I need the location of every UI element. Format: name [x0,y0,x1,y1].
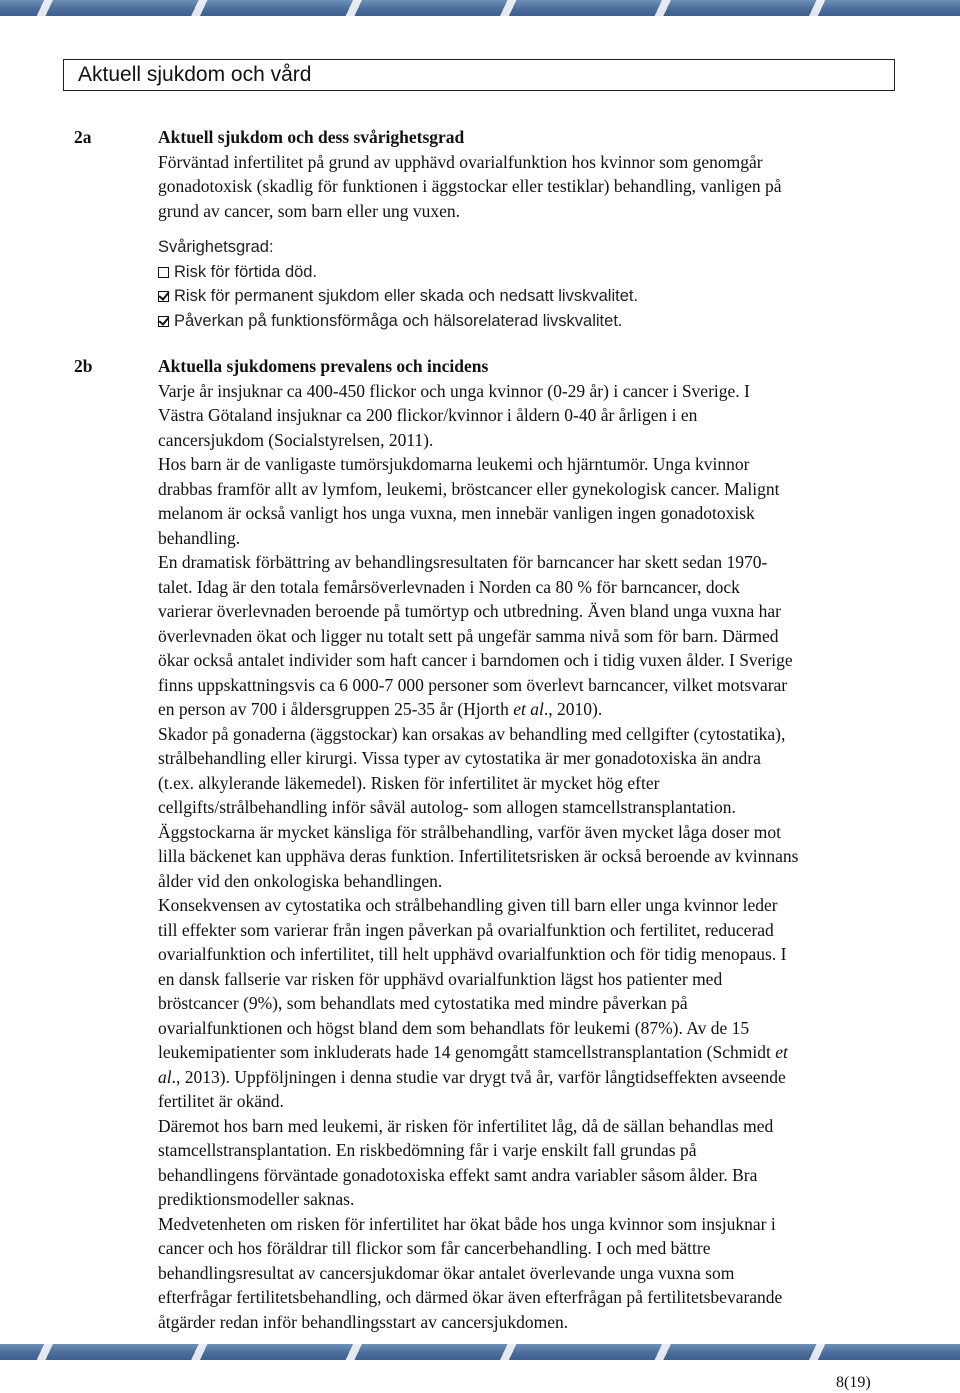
text-line: Skador på gonaderna (äggstockar) kan orsakas av behandling med cellgifter (cytostatika), [158,723,786,744]
text-span: leukemipatienter som inkluderats hade 14 genomgått stamcellstransplantation (Schmidt [158,1042,776,1062]
text-span: ., 2013). Uppföljningen i denna studie var drygt två år, varför långtidseffekten avseende [171,1066,786,1087]
severity-label: Svårighetsgrad: [158,238,274,256]
text-line: finns uppskattningsvis ca 6 000-7 000 personer som överlevt barncancer, vilket motsvarar [158,674,788,695]
section-body [158,354,928,1334]
section-number: 2a [74,127,92,147]
section-heading: Aktuella sjukdomens prevalens och incidens [158,356,489,376]
text-line: prediktionsmodeller saknas. [158,1189,355,1209]
text-line: en dansk fallserie var risken för upphävd ovarialfunktion lägst hos patienter med [158,968,723,989]
text-line: Äggstockarna är mycket känsliga för strålbehandling, varför även mycket låga doser mot [158,821,781,842]
checkbox-checked-icon[interactable] [158,316,169,327]
text-line: drabbas framför allt av lymfom, leukemi, bröstcancer eller gynekologisk cancer. Malignt [158,478,780,499]
checkbox-row [158,284,928,309]
text-line: bröstcancer (9%), som behandlats med cytostatika med mindre påverkan på [158,993,688,1013]
text-line: lilla bäckenet kan upphäva deras funktion. Infertilitetsrisken är också beroende av kvinnans [158,846,799,866]
text-line: talet. Idag är den totala femårsöverlevnaden i Norden ca 80 % för barncancer, dock [158,576,740,597]
text-line: Förväntad infertilitet på grund av upphävd ovarialfunktion hos kvinnor som genomgår [158,151,763,172]
text-line: Varje år insjuknar ca 400-450 flickor och unga kvinnor (0-29 år) i cancer i Sverige. I [158,380,750,401]
text-line: varierar överlevnaden beroende på tumörtyp och utbredning. Även bland unga vuxna har [158,601,781,621]
text-line: ovarialfunktionen och högst bland dem som behandlats för leukemi (87%). Av de 15 [158,1017,750,1038]
text-line: En dramatisk förbättring av behandlingsresultaten för barncancer har skett sedan 1970- [158,552,768,572]
text-span: ., 2010). [543,699,603,719]
text-line: behandling. [158,527,241,548]
checkbox-row [158,309,928,334]
text-line: strålbehandling eller kirurgi. Vissa typer av cytostatika är mer gonadotoxiska än andra [158,748,761,768]
section-body [158,125,928,333]
text-line: behandlingens förväntade gonadotoxiska effekt samt andra variabler såsom ålder. Bra [158,1164,758,1185]
section-heading: Aktuell sjukdom och dess svårighetsgrad [158,127,465,147]
text-line: cancersjukdom (Socialstyrelsen, 2011). [158,429,434,450]
checkbox-label: Påverkan på funktionsförmåga och hälsorelaterad livskvalitet. [174,311,623,330]
italic-span: al [158,1066,172,1087]
text-line: behandlingsresultat av cancersjukdomar ökar antalet överlevande unga vuxna som [158,1262,735,1283]
text-line: efterfrågar fertilitetsbehandling, och därmed ökar även efterfrågan på fertilitetsbevarande [158,1287,783,1307]
text-line: ökar också antalet individer som haft cancer i barndomen och i tidig vuxen ålder. I Sverige [158,650,793,670]
text-line: grund av cancer, som barn eller ung vuxen. [158,200,461,221]
header-band [0,0,960,16]
page-number: 8(19) [836,1374,871,1391]
text-line: åtgärder redan inför behandlingsstart av cancersjukdomen. [158,1311,569,1332]
text-line: (t.ex. alkylerande läkemedel). Risken för infertilitet är mycket hög efter [158,772,660,793]
page-title: Aktuell sjukdom och vård [63,59,895,91]
text-line: överlevnaden ökat och ligger nu totalt sett på ungefär samma nivå som för barn. Därmed [158,625,779,646]
italic-span: et al [513,699,544,719]
checkbox-row [158,260,928,285]
checkbox-label: Risk för permanent sjukdom eller skada och nedsatt livskvalitet. [174,287,639,305]
text-line: Hos barn är de vanligaste tumörsjukdomarna leukemi och hjärntumör. Unga kvinnor [158,454,750,474]
italic-span: et [775,1042,788,1062]
text-line: ålder vid den onkologiska behandlingen. [158,870,443,891]
text-line: Medvetenheten om risken för infertilitet har ökat både hos unga kvinnor som insjuknar i [158,1213,776,1234]
text-line: cancer och hos föräldrar till flickor som får cancerbehandling. I och med bättre [158,1238,711,1258]
checkbox-checked-icon[interactable] [158,291,169,302]
section-number: 2b [74,356,93,376]
text-line: Västra Götaland insjuknar ca 200 flickor/kvinnor i åldern 0-40 år årligen i en [158,405,698,425]
text-line-citation [158,697,928,722]
footer-band [0,1344,960,1360]
text-line-citation [158,1065,928,1090]
text-line: fertilitet är okänd. [158,1091,284,1111]
text-line: melanom är också vanligt hos unga vuxna, men innebär vanligen ingen gonadotoxisk [158,503,755,523]
text-line: cellgifts/strålbehandling inför såväl autolog- som allogen stamcellstransplantation. [158,797,736,817]
checkbox-unchecked-icon[interactable] [158,267,169,278]
text-line: Konsekvensen av cytostatika och strålbehandling given till barn eller unga kvinnor leder [158,895,778,915]
text-line: till effekter som varierar från ingen påverkan på ovarialfunktion och fertilitet, reducerad [158,919,774,940]
text-line: stamcellstransplantation. En riskbedömning får i varje enskilt fall grundas på [158,1140,697,1160]
text-line: Däremot hos barn med leukemi, är risken för infertilitet låg, då de sällan behandlas med [158,1115,774,1136]
checkbox-label: Risk för förtida död. [174,262,318,281]
text-line: gonadotoxisk (skadlig för funktionen i äggstockar eller testiklar) behandling, vanligen på [158,176,782,196]
text-line: ovarialfunktion och infertilitet, till helt upphävd ovarialfunktion och för tidig menopaus. I [158,944,787,964]
text-span: en person av 700 i åldersgruppen 25-35 år (Hjorth [158,699,514,719]
text-line-citation [158,1040,928,1065]
